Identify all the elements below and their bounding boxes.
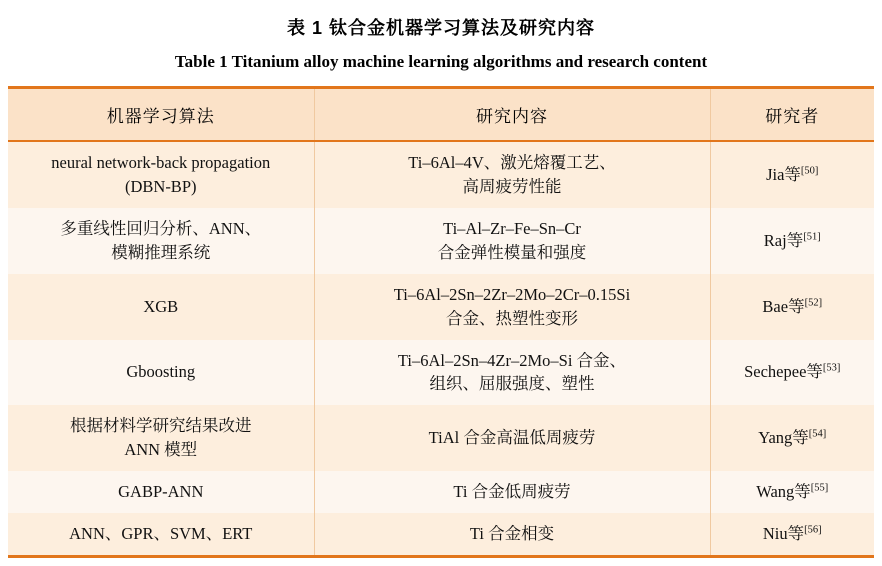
table-page xyxy=(0,14,882,566)
table-row xyxy=(8,471,874,513)
table-header xyxy=(8,89,874,141)
cell-content: TiAl 合金高温低周疲劳 xyxy=(314,405,710,471)
research-content-table xyxy=(8,89,874,555)
cell-content: Ti–6Al–2Sn–4Zr–2Mo–Si 合金、 组织、屈服强度、塑性 xyxy=(314,340,710,406)
table-row xyxy=(8,274,874,340)
cell-researcher: Raj等[51] xyxy=(710,208,874,274)
cell-algorithm: ANN、GPR、SVM、ERT xyxy=(8,513,314,555)
reference-marker: [53] xyxy=(822,362,841,374)
column-header-algorithm: 机器学习算法 xyxy=(8,89,314,141)
cell-content: Ti 合金低周疲劳 xyxy=(314,471,710,513)
table-row xyxy=(8,513,874,555)
reference-marker: [54] xyxy=(808,428,827,440)
cell-researcher: Jia等[50] xyxy=(710,141,874,208)
cell-researcher: Yang等[54] xyxy=(710,405,874,471)
cell-content: Ti–6Al–2Sn–2Zr–2Mo–2Cr–0.15Si 合金、热塑性变形 xyxy=(314,274,710,340)
cell-researcher: Sechepee等[53] xyxy=(710,340,874,406)
reference-marker: [51] xyxy=(803,231,821,243)
reference-marker: [55] xyxy=(810,482,829,494)
cell-researcher: Wang等[55] xyxy=(710,471,874,513)
table-row xyxy=(8,340,874,406)
reference-marker: [52] xyxy=(804,297,823,309)
table-row xyxy=(8,405,874,471)
cell-algorithm: 根据材料学研究结果改进 ANN 模型 xyxy=(8,405,314,471)
cell-algorithm: neural network-back propagation (DBN-BP) xyxy=(8,141,314,208)
cell-content: Ti–Al–Zr–Fe–Sn–Cr 合金弹性模量和强度 xyxy=(314,208,710,274)
cell-algorithm: XGB xyxy=(8,274,314,340)
cell-researcher: Niu等[56] xyxy=(710,513,874,555)
column-header-content: 研究内容 xyxy=(314,89,710,141)
cell-content: Ti–6Al–4V、激光熔覆工艺、 高周疲劳性能 xyxy=(314,141,710,208)
table-caption-en: Table 1 Titanium alloy machine learning algorithms and research content xyxy=(174,52,708,71)
reference-marker: [56] xyxy=(804,524,822,536)
cell-researcher: Bae等[52] xyxy=(710,274,874,340)
reference-marker: [50] xyxy=(800,165,819,177)
table-row xyxy=(8,141,874,208)
column-header-researcher: 研究者 xyxy=(710,89,874,141)
table-header-row xyxy=(8,89,874,141)
cell-content: Ti 合金相变 xyxy=(314,513,710,555)
cell-algorithm: GABP-ANN xyxy=(8,471,314,513)
cell-algorithm: 多重线性回归分析、ANN、 模糊推理系统 xyxy=(8,208,314,274)
table-row xyxy=(8,208,874,274)
table-container xyxy=(8,86,874,558)
table-body xyxy=(8,141,874,555)
table-caption-zh: 表 1 钛合金机器学习算法及研究内容 xyxy=(286,18,595,38)
cell-algorithm: Gboosting xyxy=(8,340,314,406)
